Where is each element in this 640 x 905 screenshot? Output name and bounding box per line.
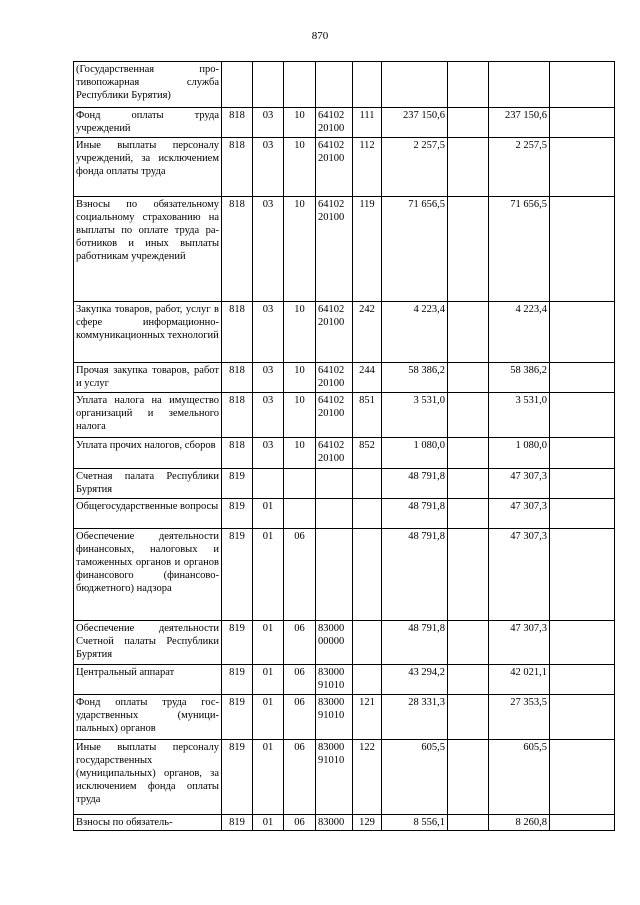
amount-cell-2: 4 223,4 — [489, 302, 550, 363]
item-name-cell: Иные выплаты персоналу государственных (муниципальных) органов, за исключением фонда оплаты труда — [74, 740, 222, 815]
amount-cell: 2 257,5 — [382, 138, 448, 197]
target-article-cell: 64102 20100 — [316, 302, 353, 363]
expense-type-cell — [353, 529, 382, 621]
empty-cell — [550, 499, 615, 529]
section-code-cell: 03 — [253, 197, 284, 302]
target-article-cell — [316, 529, 353, 621]
expense-type-cell: 242 — [353, 302, 382, 363]
section-code-cell: 03 — [253, 363, 284, 393]
table-row — [74, 62, 615, 108]
expense-type-cell — [353, 62, 382, 108]
target-article-cell — [316, 469, 353, 499]
ministry-code-cell: 819 — [222, 469, 253, 499]
amount-cell: 58 386,2 — [382, 363, 448, 393]
empty-cell — [550, 740, 615, 815]
amount-cell-2: 47 307,3 — [489, 621, 550, 665]
ministry-code-cell: 819 — [222, 499, 253, 529]
amount-empty-cell — [448, 529, 489, 621]
amount-cell: 48 791,8 — [382, 499, 448, 529]
expense-type-cell: 119 — [353, 197, 382, 302]
item-name-cell: (Государственная противопожарная служба Республики Бурятия) — [74, 62, 222, 108]
table-row — [74, 695, 615, 740]
table-row — [74, 621, 615, 665]
section-code-cell — [253, 62, 284, 108]
subsection-code-cell: 06 — [284, 665, 316, 695]
subsection-code-cell: 10 — [284, 138, 316, 197]
table-row — [74, 438, 615, 469]
empty-cell — [550, 815, 615, 831]
section-code-cell: 01 — [253, 695, 284, 740]
empty-cell — [550, 695, 615, 740]
table-row — [74, 815, 615, 831]
amount-cell: 1 080,0 — [382, 438, 448, 469]
amount-cell-2: 605,5 — [489, 740, 550, 815]
item-name-cell: Фонд оплаты труда государственных (муниципальных) органов — [74, 695, 222, 740]
amount-cell: 8 556,1 — [382, 815, 448, 831]
amount-cell-2: 42 021,1 — [489, 665, 550, 695]
ministry-code-cell: 818 — [222, 363, 253, 393]
expense-type-cell: 122 — [353, 740, 382, 815]
section-code-cell: 03 — [253, 438, 284, 469]
amount-empty-cell — [448, 815, 489, 831]
section-code-cell: 03 — [253, 393, 284, 438]
amount-cell: 28 331,3 — [382, 695, 448, 740]
amount-cell: 3 531,0 — [382, 393, 448, 438]
amount-empty-cell — [448, 469, 489, 499]
target-article-cell: 64102 20100 — [316, 393, 353, 438]
item-name-cell: Уплата прочих налогов, сборов — [74, 438, 222, 469]
amount-cell-2: 237 150,6 — [489, 108, 550, 138]
target-article-cell: 83000 91010 — [316, 740, 353, 815]
amount-cell: 48 791,8 — [382, 621, 448, 665]
ministry-code-cell: 818 — [222, 438, 253, 469]
amount-cell — [382, 62, 448, 108]
amount-cell: 43 294,2 — [382, 665, 448, 695]
empty-cell — [550, 302, 615, 363]
expense-type-cell: 121 — [353, 695, 382, 740]
subsection-code-cell: 10 — [284, 363, 316, 393]
amount-cell-2: 1 080,0 — [489, 438, 550, 469]
empty-cell — [550, 138, 615, 197]
table-body — [74, 62, 615, 831]
ministry-code-cell: 819 — [222, 665, 253, 695]
target-article-cell: 64102 20100 — [316, 438, 353, 469]
table-row — [74, 665, 615, 695]
ministry-code-cell: 819 — [222, 815, 253, 831]
amount-empty-cell — [448, 363, 489, 393]
amount-cell-2: 2 257,5 — [489, 138, 550, 197]
empty-cell — [550, 363, 615, 393]
section-code-cell: 03 — [253, 108, 284, 138]
expense-type-cell: 112 — [353, 138, 382, 197]
table-row — [74, 108, 615, 138]
amount-empty-cell — [448, 393, 489, 438]
subsection-code-cell: 10 — [284, 108, 316, 138]
target-article-cell: 64102 20100 — [316, 363, 353, 393]
amount-cell: 605,5 — [382, 740, 448, 815]
amount-cell: 48 791,8 — [382, 469, 448, 499]
table-row — [74, 469, 615, 499]
section-code-cell — [253, 469, 284, 499]
table-row — [74, 393, 615, 438]
expense-type-cell: 129 — [353, 815, 382, 831]
empty-cell — [550, 393, 615, 438]
ministry-code-cell: 819 — [222, 695, 253, 740]
amount-cell-2 — [489, 62, 550, 108]
ministry-code-cell: 818 — [222, 108, 253, 138]
item-name-cell: Взносы по обязательному социальному страхованию на выплаты по оплате труда работников и иных выплаты работникам учреждений — [74, 197, 222, 302]
item-name-cell: Уплата налога на имущество организаций и земельного налога — [74, 393, 222, 438]
section-code-cell: 01 — [253, 665, 284, 695]
amount-cell-2: 8 260,8 — [489, 815, 550, 831]
section-code-cell: 03 — [253, 138, 284, 197]
subsection-code-cell — [284, 499, 316, 529]
item-name-cell: Обеспечение деятельности финансовых, налоговых и таможенных органов и органов финансового (финансово-бюджетного) надзора — [74, 529, 222, 621]
amount-empty-cell — [448, 138, 489, 197]
empty-cell — [550, 438, 615, 469]
section-code-cell: 01 — [253, 529, 284, 621]
subsection-code-cell: 06 — [284, 621, 316, 665]
amount-empty-cell — [448, 438, 489, 469]
target-article-cell — [316, 62, 353, 108]
expense-type-cell — [353, 665, 382, 695]
amount-cell: 71 656,5 — [382, 197, 448, 302]
ministry-code-cell: 819 — [222, 740, 253, 815]
section-code-cell: 03 — [253, 302, 284, 363]
expense-type-cell: 851 — [353, 393, 382, 438]
empty-cell — [550, 665, 615, 695]
table-row — [74, 363, 615, 393]
subsection-code-cell: 06 — [284, 529, 316, 621]
amount-cell: 4 223,4 — [382, 302, 448, 363]
expense-type-cell — [353, 499, 382, 529]
subsection-code-cell: 10 — [284, 393, 316, 438]
amount-empty-cell — [448, 740, 489, 815]
table-row — [74, 529, 615, 621]
item-name-cell: Счетная палата Республики Бурятия — [74, 469, 222, 499]
target-article-cell — [316, 499, 353, 529]
item-name-cell: Обеспечение деятельности Счетной палаты Республики Бурятия — [74, 621, 222, 665]
table-row — [74, 138, 615, 197]
amount-cell-2: 58 386,2 — [489, 363, 550, 393]
expense-type-cell: 852 — [353, 438, 382, 469]
amount-empty-cell — [448, 302, 489, 363]
subsection-code-cell: 10 — [284, 197, 316, 302]
section-code-cell: 01 — [253, 499, 284, 529]
expense-type-cell: 111 — [353, 108, 382, 138]
amount-empty-cell — [448, 665, 489, 695]
amount-cell: 48 791,8 — [382, 529, 448, 621]
item-name-cell: Взносы по обязатель- — [74, 815, 222, 831]
ministry-code-cell: 818 — [222, 138, 253, 197]
subsection-code-cell — [284, 62, 316, 108]
item-name-cell: Фонд оплаты труда учреждений — [74, 108, 222, 138]
table-row — [74, 302, 615, 363]
empty-cell — [550, 469, 615, 499]
budget-table — [73, 61, 615, 831]
section-code-cell: 01 — [253, 815, 284, 831]
amount-empty-cell — [448, 108, 489, 138]
item-name-cell: Закупка товаров, работ, услуг в сфере информационно-коммуникационных технологий — [74, 302, 222, 363]
ministry-code-cell: 819 — [222, 529, 253, 621]
amount-cell-2: 71 656,5 — [489, 197, 550, 302]
ministry-code-cell: 818 — [222, 302, 253, 363]
table-row — [74, 499, 615, 529]
section-code-cell: 01 — [253, 621, 284, 665]
subsection-code-cell — [284, 469, 316, 499]
expense-type-cell — [353, 621, 382, 665]
target-article-cell: 64102 20100 — [316, 138, 353, 197]
amount-cell-2: 47 307,3 — [489, 529, 550, 621]
amount-empty-cell — [448, 499, 489, 529]
section-code-cell: 01 — [253, 740, 284, 815]
table-row — [74, 740, 615, 815]
subsection-code-cell: 06 — [284, 815, 316, 831]
ministry-code-cell: 818 — [222, 393, 253, 438]
ministry-code-cell: 818 — [222, 197, 253, 302]
amount-cell-2: 3 531,0 — [489, 393, 550, 438]
empty-cell — [550, 108, 615, 138]
item-name-cell: Прочая закупка товаров, работ и услуг — [74, 363, 222, 393]
empty-cell — [550, 529, 615, 621]
amount-empty-cell — [448, 62, 489, 108]
expense-type-cell — [353, 469, 382, 499]
target-article-cell: 64102 20100 — [316, 108, 353, 138]
amount-empty-cell — [448, 621, 489, 665]
target-article-cell: 83000 00000 — [316, 621, 353, 665]
target-article-cell: 83000 — [316, 815, 353, 831]
amount-cell-2: 47 307,3 — [489, 469, 550, 499]
amount-cell-2: 47 307,3 — [489, 499, 550, 529]
subsection-code-cell: 10 — [284, 302, 316, 363]
target-article-cell: 83000 91010 — [316, 665, 353, 695]
amount-cell-2: 27 353,5 — [489, 695, 550, 740]
subsection-code-cell: 06 — [284, 695, 316, 740]
item-name-cell: Общегосударственные вопросы — [74, 499, 222, 529]
empty-cell — [550, 62, 615, 108]
item-name-cell: Иные выплаты персоналу учреждений, за исключением фонда оплаты труда — [74, 138, 222, 197]
empty-cell — [550, 197, 615, 302]
target-article-cell: 83000 91010 — [316, 695, 353, 740]
amount-empty-cell — [448, 695, 489, 740]
table-row — [74, 197, 615, 302]
subsection-code-cell: 06 — [284, 740, 316, 815]
ministry-code-cell — [222, 62, 253, 108]
target-article-cell: 64102 20100 — [316, 197, 353, 302]
amount-cell: 237 150,6 — [382, 108, 448, 138]
ministry-code-cell: 819 — [222, 621, 253, 665]
amount-empty-cell — [448, 197, 489, 302]
subsection-code-cell: 10 — [284, 438, 316, 469]
page-number: 870 — [311, 30, 329, 42]
item-name-cell: Центральный аппарат — [74, 665, 222, 695]
expense-type-cell: 244 — [353, 363, 382, 393]
empty-cell — [550, 621, 615, 665]
